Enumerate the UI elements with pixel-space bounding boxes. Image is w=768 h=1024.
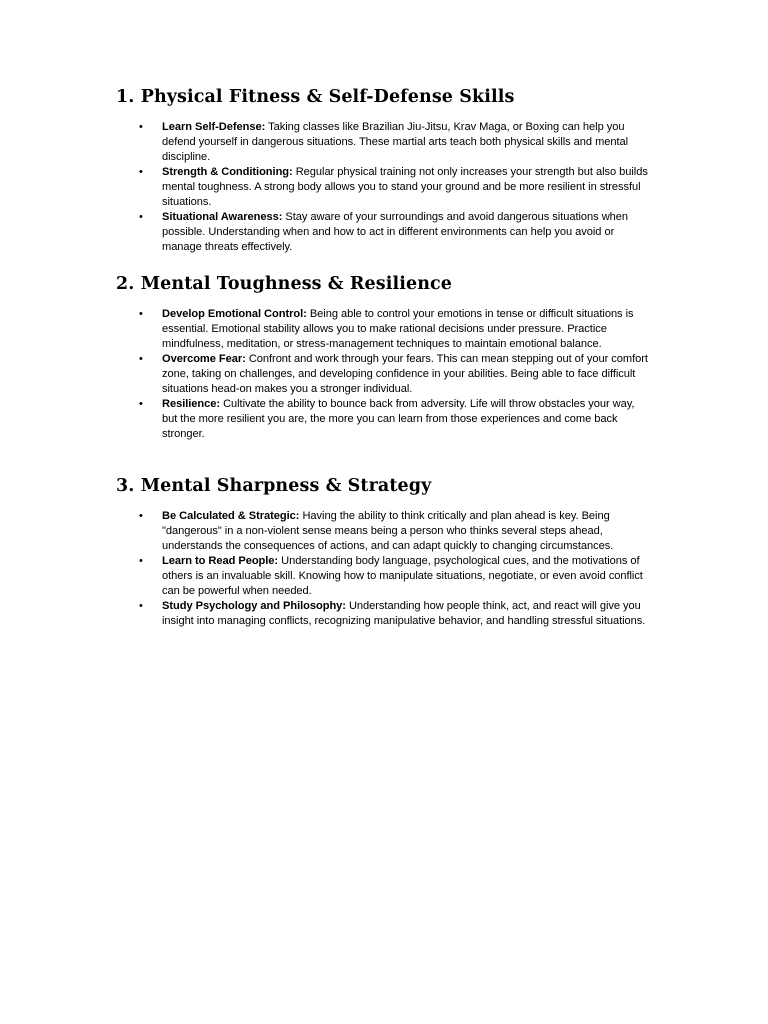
bullet-icon: • (139, 308, 143, 320)
bullet-icon: • (139, 600, 143, 612)
section-title: Physical Fitness & Self-Defense Skills (140, 87, 515, 107)
list-item (116, 352, 652, 397)
list-item (116, 599, 652, 629)
section-title: Mental Toughness & Resilience (140, 274, 453, 294)
section-heading (116, 86, 656, 108)
bullet-icon: • (139, 166, 143, 178)
item-text: Stay aware of your surroundings and avoid dangerous situations when possible. Understanding when and how to act in different environments can help you avoid or manage threats effectively. (162, 211, 629, 253)
item-text: Understanding how people think, act, and react will give you insight into managing conflicts, recognizing manipulative behavior, and handling stressful situations. (162, 600, 646, 627)
section-number: 3. (116, 476, 135, 496)
item-text: Regular physical training not only increases your strength but also builds mental toughness. A strong body allows you to stand your ground and be more resilient in stressful situations. (162, 166, 648, 208)
bullet-icon: • (139, 555, 143, 567)
item-text: Having the ability to think critically and plan ahead is key. Being "dangerous" in a non-violent sense means being a person who thinks several steps ahead, understands the consequences of actions, and can adapt quickly to changing circumstances. (162, 510, 614, 552)
bullet-icon: • (139, 121, 143, 133)
list-item (116, 554, 652, 599)
item-text: Taking classes like Brazilian Jiu-Jitsu, Krav Maga, or Boxing can help you defend yourself in dangerous situations. These martial arts teach both physical skills and mental discipline. (162, 121, 629, 163)
item-term: Overcome Fear: (162, 353, 246, 365)
list-item (116, 210, 652, 255)
bullet-list (116, 307, 656, 442)
item-text: Being able to control your emotions in tense or difficult situations is essential. Emotional stability allows you to make rational decisions under pressure. Practice mindfulness, meditation, or stress-management techniques to maintain emotional balance. (162, 308, 634, 350)
section-title: Mental Sharpness & Strategy (140, 476, 432, 496)
item-term: Strength & Conditioning: (162, 166, 293, 178)
bullet-icon: • (139, 353, 143, 365)
bullet-icon: • (139, 211, 143, 223)
section-number: 1. (116, 87, 135, 107)
list-item (116, 165, 652, 210)
item-text: Confront and work through your fears. This can mean stepping out of your comfort zone, taking on challenges, and developing confidence in your abilities. Being able to face difficult situations head-on makes you a stronger individual. (162, 353, 648, 395)
list-item (116, 307, 652, 352)
section-heading (116, 273, 656, 295)
item-term: Situational Awareness: (162, 211, 283, 223)
bullet-list (116, 509, 656, 629)
section-heading (116, 475, 656, 497)
item-term: Study Psychology and Philosophy: (162, 600, 346, 612)
item-term: Resilience: (162, 398, 221, 410)
item-term: Learn Self-Defense: (162, 121, 266, 133)
section-physical-fitness (116, 86, 656, 255)
list-item (116, 509, 652, 554)
section-number: 2. (116, 274, 135, 294)
bullet-icon: • (139, 398, 143, 410)
list-item (116, 120, 652, 165)
item-term: Learn to Read People: (162, 555, 279, 567)
bullet-icon: • (139, 510, 143, 522)
list-item (116, 397, 652, 442)
section-mental-toughness (116, 273, 656, 442)
item-term: Be Calculated & Strategic: (162, 510, 300, 522)
bullet-list (116, 120, 656, 255)
section-mental-sharpness (116, 475, 656, 629)
item-text: Cultivate the ability to bounce back from adversity. Life will throw obstacles your way, but the more resilient you are, the more you can learn from those experiences and come back stronger. (162, 398, 635, 440)
item-text: Understanding body language, psychological cues, and the motivations of others is an invaluable skill. Knowing how to manipulate situations, negotiate, or even avoid conflict can be powerful when needed. (162, 555, 643, 597)
item-term: Develop Emotional Control: (162, 308, 307, 320)
